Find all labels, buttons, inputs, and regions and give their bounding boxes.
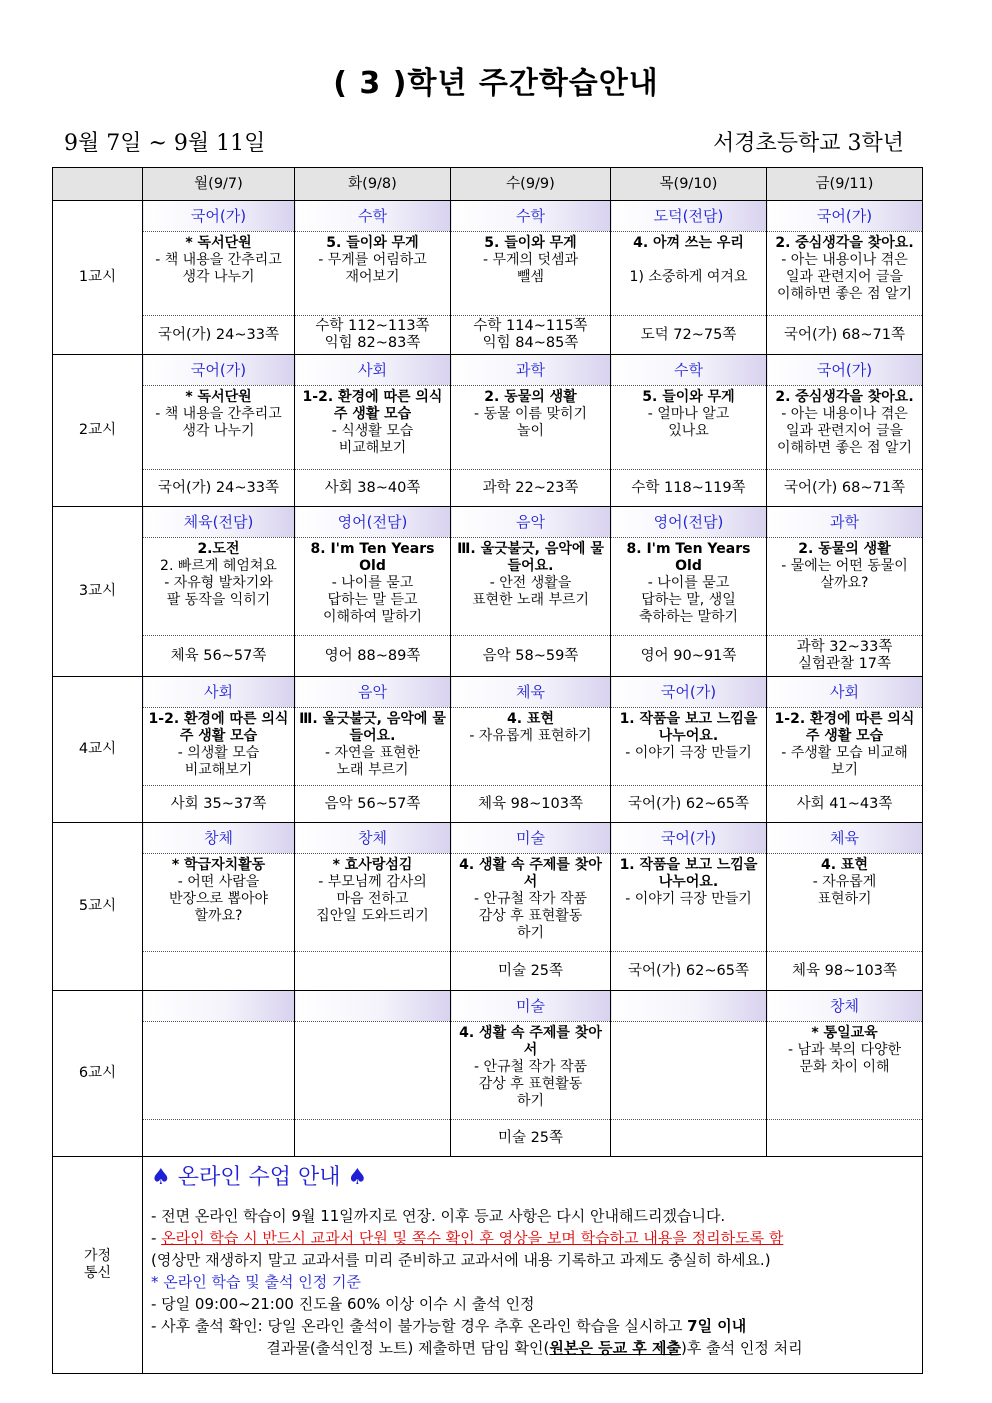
page-ref: 도덕 72~75쪽 — [640, 326, 737, 343]
subject-row — [53, 355, 923, 386]
lesson-desc: 놀이 — [516, 423, 545, 439]
lesson-desc: 일과 관련지어 글을 — [785, 269, 904, 285]
page-ref: 익힘 82~83쪽 — [324, 335, 421, 351]
content-cell — [767, 1022, 923, 1120]
notice-subheading: * 온라인 학습 및 출석 인정 기준 — [151, 1273, 361, 1291]
lesson-desc: 하기 — [516, 925, 545, 941]
lesson-desc — [613, 252, 764, 269]
content-row — [53, 538, 923, 636]
page-cell — [143, 952, 295, 991]
date-range: 9월 7일 ~ 9월 11일 — [64, 131, 266, 156]
notice-emphasis: 원본은 등교 후 제출 — [549, 1339, 681, 1357]
page-ref: 사회 41~43쪽 — [796, 795, 893, 812]
content-cell — [451, 1022, 611, 1120]
content-row — [53, 232, 923, 316]
lesson-desc: 표현하기 — [817, 891, 872, 907]
lesson-desc: 이해하면 좋은 점 알기 — [776, 440, 913, 456]
lesson-desc: - 안규철 작가 작품 — [473, 1059, 588, 1075]
page-cell — [295, 952, 451, 991]
subject-cell: 창체 — [767, 991, 923, 1022]
unit-title: 2. 중심생각을 찾아요. — [775, 389, 914, 405]
content-cell — [143, 386, 295, 470]
lesson-desc: - 무게를 어림하고 — [318, 252, 427, 268]
day-header: 목(9/10) — [611, 168, 767, 201]
content-cell — [295, 708, 451, 786]
subject-cell: 국어(가) — [767, 201, 923, 232]
subject-cell: 영어(전담) — [295, 507, 451, 538]
lesson-desc: 1) 소중하게 여겨요 — [629, 269, 748, 285]
page-ref: 사회 35~37쪽 — [170, 795, 267, 812]
lesson-desc: - 동물 이름 맞히기 — [473, 406, 588, 422]
notice-heading: ♠ 온라인 수업 안내 ♠ — [151, 1165, 368, 1190]
page-cell — [143, 316, 295, 355]
subject-cell: 국어(가) — [143, 201, 295, 232]
unit-title: 1. 작품을 보고 느낌을 나누어요. — [619, 857, 758, 890]
page-cell — [451, 786, 611, 823]
content-cell — [295, 538, 451, 636]
unit-title: 5. 들이와 무게 — [642, 389, 735, 405]
page-ref: 체육 98~103쪽 — [792, 962, 897, 979]
page-cell — [295, 636, 451, 677]
notice-label — [53, 1157, 143, 1374]
page-cell — [611, 786, 767, 823]
page-cell — [611, 952, 767, 991]
page-ref: 실험관찰 17쪽 — [797, 656, 892, 672]
unit-title: 8. I'm Ten Years Old — [626, 541, 751, 574]
unit-title: 4. 생활 속 주제를 찾아서 — [459, 857, 602, 890]
lesson-desc: 재어보기 — [345, 269, 400, 285]
unit-title: * 효사랑섬김 — [332, 857, 413, 873]
content-cell — [143, 854, 295, 952]
day-header: 금(9/11) — [767, 168, 923, 201]
page-ref: 국어(가) 24~33쪽 — [157, 326, 279, 343]
page-cell — [611, 470, 767, 507]
content-cell — [295, 232, 451, 316]
lesson-desc: - 무게의 덧셈과 — [482, 252, 579, 268]
lesson-desc: 생각 나누기 — [182, 269, 255, 285]
page-ref: 과학 32~33쪽 — [796, 639, 893, 655]
period-label: 1교시 — [53, 201, 143, 355]
content-cell — [767, 386, 923, 470]
content-cell — [611, 232, 767, 316]
page-ref: 사회 38~40쪽 — [324, 479, 421, 496]
subject-row — [53, 823, 923, 854]
page-cell — [611, 316, 767, 355]
lesson-desc: 문화 차이 이해 — [799, 1059, 890, 1075]
content-cell — [295, 386, 451, 470]
page-cell — [767, 316, 923, 355]
notice-line-important — [151, 1227, 918, 1249]
content-cell — [767, 232, 923, 316]
day-header: 화(9/8) — [295, 168, 451, 201]
lesson-desc: 할까요? — [194, 908, 243, 924]
period-label: 2교시 — [53, 355, 143, 507]
content-cell — [295, 854, 451, 952]
unit-title: 2. 중심생각을 찾아요. — [775, 235, 914, 251]
lesson-desc: - 자연을 표현한 — [324, 745, 421, 761]
day-header: 수(9/9) — [451, 168, 611, 201]
page-cell — [767, 952, 923, 991]
notice-cell — [143, 1157, 923, 1374]
lesson-desc: - 나이를 묻고 — [331, 575, 414, 591]
notice-text: - 사후 출석 확인: 당일 온라인 출석이 불가능할 경우 추후 온라인 학습을 실시하고 — [151, 1317, 688, 1335]
lesson-desc: - 어떤 사람을 — [177, 874, 260, 890]
unit-title: 1-2. 환경에 따른 의식주 생활 모습 — [148, 711, 289, 744]
page-ref: 음악 56~57쪽 — [324, 795, 421, 812]
lesson-desc: - 나이를 묻고 — [647, 575, 730, 591]
unit-title: 4. 표현 — [821, 857, 868, 873]
lesson-desc: - 부모님께 감사의 — [318, 874, 427, 890]
subject-cell: 체육(전담) — [143, 507, 295, 538]
lesson-desc: - 자유형 발차기와 — [164, 575, 273, 591]
subject-cell: 사회 — [767, 677, 923, 708]
page-cell — [295, 470, 451, 507]
content-cell — [143, 1022, 295, 1120]
lesson-desc: - 아는 내용이나 겪은 — [781, 252, 908, 268]
lesson-desc: - 안규철 작가 작품 — [473, 891, 588, 907]
subject-cell: 수학 — [451, 201, 611, 232]
notice-text: )후 출석 인정 처리 — [680, 1339, 803, 1357]
unit-title: * 독서단원 — [185, 389, 252, 405]
content-cell — [143, 232, 295, 316]
lesson-desc: 반장으로 뽑아야 — [168, 891, 269, 907]
page-ref: 국어(가) 68~71쪽 — [783, 326, 905, 343]
lesson-desc: - 주생활 모습 비교해 — [781, 745, 908, 761]
lesson-desc: 축하하는 말하기 — [638, 609, 739, 625]
content-cell — [767, 538, 923, 636]
page-ref: 국어(가) 24~33쪽 — [157, 479, 279, 496]
subject-cell: 창체 — [143, 823, 295, 854]
unit-title: 1-2. 환경에 따른 의식주 생활 모습 — [774, 711, 915, 744]
lesson-desc: 생각 나누기 — [182, 423, 255, 439]
unit-title: 2. 동물의 생활 — [798, 541, 891, 557]
page-ref: 국어(가) 62~65쪽 — [627, 962, 749, 979]
page-ref: 수학 118~119쪽 — [631, 479, 746, 496]
notice-label-text: 가정 통신 — [83, 1248, 112, 1281]
page-cell — [143, 1120, 295, 1157]
subject-cell: 체육 — [451, 677, 611, 708]
notice-line: - 당일 09:00~21:00 진도율 60% 이상 이수 시 출석 인정 — [151, 1295, 535, 1313]
subject-cell: 수학 — [295, 201, 451, 232]
unit-title: 1-2. 환경에 따른 의식주 생활 모습 — [302, 389, 443, 422]
page-ref: 미술 25쪽 — [497, 962, 564, 979]
page-ref: 체육 56~57쪽 — [170, 647, 267, 664]
lesson-desc: 노래 부르기 — [336, 762, 409, 778]
unit-title: 1. 작품을 보고 느낌을 나누어요. — [619, 711, 758, 744]
schedule-table — [52, 167, 923, 1374]
content-cell — [451, 854, 611, 952]
lesson-desc: 팔 동작을 익히기 — [166, 592, 271, 608]
content-row — [53, 854, 923, 952]
lesson-desc: 이해하여 말하기 — [322, 609, 423, 625]
page-row — [53, 1120, 923, 1157]
lesson-desc: 감상 후 표현활동 — [478, 908, 583, 924]
unit-title: 5. 들이와 무게 — [326, 235, 419, 251]
subject-cell: 국어(가) — [767, 355, 923, 386]
lesson-desc: - 책 내용을 간추리고 — [155, 252, 282, 268]
unit-title: * 통일교육 — [811, 1025, 878, 1041]
page-ref: 국어(가) 62~65쪽 — [627, 795, 749, 812]
subject-row — [53, 677, 923, 708]
page-ref: 수학 112~113쪽 — [315, 318, 430, 334]
unit-title: 2. 동물의 생활 — [484, 389, 577, 405]
lesson-desc: - 이야기 극장 만들기 — [625, 745, 752, 761]
lesson-desc: - 아는 내용이나 겪은 — [781, 406, 908, 422]
page-title: ( 3 )학년 주간학습안내 — [333, 66, 659, 101]
lesson-desc: 일과 관련지어 글을 — [785, 423, 904, 439]
lesson-desc: 마음 전하고 — [336, 891, 409, 907]
page-ref: 국어(가) 68~71쪽 — [783, 479, 905, 496]
notice-bold: 7일 이내 — [687, 1317, 747, 1335]
page-cell — [143, 636, 295, 677]
page-ref: 체육 98~103쪽 — [478, 795, 583, 812]
content-cell — [611, 1022, 767, 1120]
subject-cell: 영어(전담) — [611, 507, 767, 538]
page-cell — [295, 316, 451, 355]
lesson-desc: 표현한 노래 부르기 — [471, 592, 590, 608]
page-cell — [451, 316, 611, 355]
content-cell — [451, 232, 611, 316]
subject-row — [53, 507, 923, 538]
page-cell — [611, 636, 767, 677]
content-cell — [767, 708, 923, 786]
subject-cell — [611, 991, 767, 1022]
subject-cell — [295, 991, 451, 1022]
lesson-desc: - 책 내용을 간추리고 — [155, 406, 282, 422]
content-cell — [611, 538, 767, 636]
content-cell — [451, 708, 611, 786]
page-cell — [295, 1120, 451, 1157]
notice-prefix: - — [151, 1229, 162, 1247]
page-ref: 음악 58~59쪽 — [482, 647, 579, 664]
page-row — [53, 316, 923, 355]
page-ref: 수학 114~115쪽 — [473, 318, 588, 334]
subject-cell: 체육 — [767, 823, 923, 854]
lesson-desc: - 자유롭게 — [812, 874, 877, 890]
lesson-desc: 이해하면 좋은 점 알기 — [776, 286, 913, 302]
notice-important-text: 온라인 학습 시 반드시 교과서 단원 및 쪽수 확인 후 영상을 보며 학습하고 내용을 정리하도록 함 — [161, 1229, 784, 1247]
content-cell — [295, 1022, 451, 1120]
content-row — [53, 1022, 923, 1120]
lesson-desc: - 안전 생활을 — [489, 575, 572, 591]
lesson-desc: - 식생활 모습 — [331, 423, 414, 439]
subject-cell: 수학 — [611, 355, 767, 386]
subject-cell: 과학 — [451, 355, 611, 386]
lesson-desc: 뺄셈 — [516, 269, 545, 285]
period-label: 6교시 — [53, 991, 143, 1157]
content-row — [53, 708, 923, 786]
lesson-desc: 답하는 말 듣고 — [327, 592, 418, 608]
page-cell — [143, 786, 295, 823]
page-cell — [611, 1120, 767, 1157]
notice-line: - 전면 온라인 학습이 9월 11일까지로 연장. 이후 등교 사항은 다시 안내해드리겠습니다. — [151, 1207, 726, 1225]
page-row — [53, 952, 923, 991]
content-cell — [611, 708, 767, 786]
page-cell — [767, 786, 923, 823]
subject-cell: 음악 — [295, 677, 451, 708]
subject-cell: 미술 — [451, 991, 611, 1022]
content-cell — [143, 538, 295, 636]
lesson-desc: - 물에는 어떤 동물이 — [781, 558, 908, 574]
notice-line — [151, 1337, 918, 1359]
lesson-desc: - 얼마나 알고 — [647, 406, 730, 422]
unit-title: * 독서단원 — [185, 235, 252, 251]
unit-title: * 학급자치활동 — [171, 857, 266, 873]
content-cell — [451, 538, 611, 636]
unit-title: Ⅲ. 울긋불긋, 음악에 물들어요. — [457, 541, 604, 574]
content-cell — [611, 854, 767, 952]
subject-cell: 국어(가) — [611, 823, 767, 854]
unit-title: 4. 생활 속 주제를 찾아서 — [459, 1025, 602, 1058]
period-label: 4교시 — [53, 677, 143, 823]
day-header: 월(9/7) — [143, 168, 295, 201]
lesson-desc: 감상 후 표현활동 — [478, 1076, 583, 1092]
page-cell — [451, 1120, 611, 1157]
content-cell — [451, 386, 611, 470]
subject-cell: 사회 — [295, 355, 451, 386]
page-ref: 영어 90~91쪽 — [640, 647, 737, 664]
lesson-desc: - 자유롭게 표현하기 — [469, 728, 592, 744]
lesson-desc: 비교해보기 — [184, 762, 253, 778]
page-cell — [767, 470, 923, 507]
lesson-desc: 집안일 도와드리기 — [316, 908, 429, 924]
school-name: 서경초등학교 3학년 — [712, 131, 904, 156]
subject-cell: 미술 — [451, 823, 611, 854]
notice-line — [151, 1315, 918, 1337]
page-row — [53, 470, 923, 507]
page-cell — [295, 786, 451, 823]
unit-title: 5. 들이와 무게 — [484, 235, 577, 251]
content-cell — [143, 708, 295, 786]
period-label: 3교시 — [53, 507, 143, 677]
unit-title: 4. 아껴 쓰는 우리 — [633, 235, 744, 251]
unit-title: 4. 표현 — [507, 711, 554, 727]
lesson-desc: 하기 — [516, 1093, 545, 1109]
page-row — [53, 636, 923, 677]
page-ref: 영어 88~89쪽 — [324, 647, 421, 664]
lesson-desc: - 이야기 극장 만들기 — [625, 891, 752, 907]
lesson-desc: 2. 빠르게 헤엄쳐요 — [160, 558, 277, 574]
subject-cell: 사회 — [143, 677, 295, 708]
page-cell — [767, 636, 923, 677]
page-ref: 미술 25쪽 — [497, 1129, 564, 1146]
subject-cell: 국어(가) — [611, 677, 767, 708]
lesson-desc: 살까요? — [820, 575, 869, 591]
page-cell — [451, 470, 611, 507]
notice-text: 결과물(출석인정 노트) 제출하면 담임 확인( — [266, 1339, 550, 1357]
subject-cell: 도덕(전담) — [611, 201, 767, 232]
content-row — [53, 386, 923, 470]
notice-row — [53, 1157, 923, 1374]
unit-title: 8. I'm Ten Years Old — [310, 541, 435, 574]
lesson-desc: - 의생활 모습 — [177, 745, 260, 761]
subject-cell — [143, 991, 295, 1022]
page-cell — [451, 952, 611, 991]
page-ref: 과학 22~23쪽 — [482, 479, 579, 496]
notice-line: (영상만 재생하지 말고 교과서를 미리 준비하고 교과서에 내용 기록하고 과제도 충실히 하세요.) — [151, 1251, 771, 1269]
content-cell — [767, 854, 923, 952]
content-cell — [611, 386, 767, 470]
corner-cell — [53, 168, 143, 201]
page-cell — [767, 1120, 923, 1157]
subject-cell: 창체 — [295, 823, 451, 854]
page-cell — [143, 470, 295, 507]
period-label: 5교시 — [53, 823, 143, 991]
lesson-desc: 있나요 — [668, 423, 709, 439]
lesson-desc: - 남과 북의 다양한 — [787, 1042, 902, 1058]
page-ref: 익힘 84~85쪽 — [482, 335, 579, 351]
subject-cell: 과학 — [767, 507, 923, 538]
subject-row — [53, 201, 923, 232]
subject-cell: 국어(가) — [143, 355, 295, 386]
lesson-desc: 답하는 말, 생일 — [641, 592, 736, 608]
lesson-desc: 비교해보기 — [338, 440, 407, 456]
subject-cell: 음악 — [451, 507, 611, 538]
unit-title: Ⅲ. 울긋불긋, 음악에 물들어요. — [299, 711, 446, 744]
unit-title: 2.도전 — [197, 541, 240, 557]
page-cell — [451, 636, 611, 677]
page-row — [53, 786, 923, 823]
lesson-desc: 보기 — [830, 762, 859, 778]
header-row — [53, 168, 923, 201]
subject-row — [53, 991, 923, 1022]
